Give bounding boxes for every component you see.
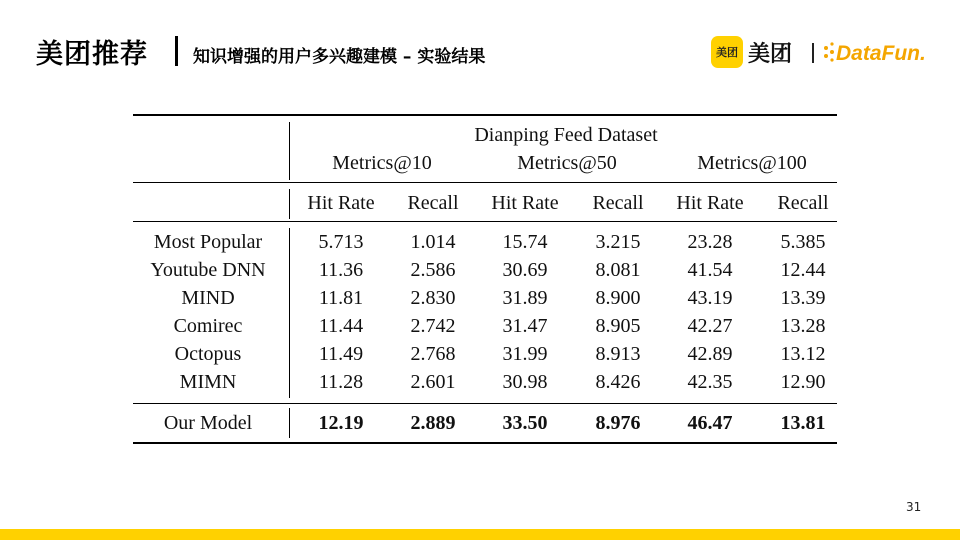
column-header: Hit Rate	[307, 192, 375, 214]
table-cell: 31.99	[502, 343, 548, 365]
table-cell: 13.28	[780, 315, 826, 337]
table-cell: 2.742	[410, 315, 456, 337]
table-cell: 13.12	[780, 343, 826, 365]
table-cell: 11.28	[318, 371, 364, 393]
metric-group-header: Metrics@100	[697, 152, 807, 174]
row-model-name: Our Model	[163, 412, 253, 434]
column-header: Recall	[407, 192, 459, 214]
metric-group-header: Metrics@50	[517, 152, 617, 174]
table-cell-best: 12.19	[318, 412, 364, 434]
table-cell-best: 13.81	[780, 412, 826, 434]
page-subtitle: 知识增强的用户多兴趣建模 – 实验结果	[193, 47, 486, 67]
table-top-rule	[133, 114, 837, 116]
table-cell: 12.90	[780, 371, 826, 393]
table-cell: 8.081	[595, 259, 641, 281]
datafun-dots-icon	[824, 42, 834, 61]
table-cell: 41.54	[687, 259, 733, 281]
table-bottom-rule	[133, 442, 837, 444]
table-cell: 8.913	[595, 343, 641, 365]
title-divider	[175, 36, 178, 66]
row-model-name: Comirec	[173, 315, 243, 337]
column-header: Recall	[592, 192, 644, 214]
row-model-name: Youtube DNN	[150, 259, 266, 281]
table-cell: 13.39	[780, 287, 826, 309]
table-cell: 42.27	[687, 315, 733, 337]
table-cell: 43.19	[687, 287, 733, 309]
table-vertical-rule	[289, 408, 290, 438]
row-model-name: Octopus	[174, 343, 242, 365]
table-cell-best: 8.976	[595, 412, 641, 434]
table-vertical-rule	[289, 228, 290, 398]
table-cell: 3.215	[595, 231, 641, 253]
column-header: Hit Rate	[676, 192, 744, 214]
table-cell: 12.44	[780, 259, 826, 281]
column-header: Recall	[777, 192, 829, 214]
table-cell: 31.47	[502, 315, 548, 337]
column-header: Hit Rate	[491, 192, 559, 214]
table-cell: 2.601	[410, 371, 456, 393]
table-cell: 5.713	[318, 231, 364, 253]
table-header-rule	[133, 182, 837, 183]
table-cell: 2.586	[410, 259, 456, 281]
metric-group-header: Metrics@10	[332, 152, 432, 174]
table-cell: 23.28	[687, 231, 733, 253]
table-cell: 1.014	[410, 231, 456, 253]
page-number: 31	[906, 500, 922, 514]
table-cell: 11.49	[318, 343, 364, 365]
logo-divider	[812, 43, 814, 63]
datafun-logo-text: DataFun.	[836, 42, 926, 65]
table-cell: 11.81	[318, 287, 364, 309]
table-cell: 31.89	[502, 287, 548, 309]
table-vertical-rule	[289, 122, 290, 180]
results-table	[133, 114, 837, 444]
datafun-logo	[822, 34, 948, 70]
table-cell: 8.426	[595, 371, 641, 393]
table-cell-best: 46.47	[687, 412, 733, 434]
table-cell: 11.44	[318, 315, 364, 337]
table-cell: 30.98	[502, 371, 548, 393]
table-cell: 8.900	[595, 287, 641, 309]
table-cell: 8.905	[595, 315, 641, 337]
table-cell: 2.768	[410, 343, 456, 365]
table-cell: 15.74	[502, 231, 548, 253]
table-subheader-rule	[133, 221, 837, 222]
table-cell-best: 33.50	[502, 412, 548, 434]
table-cell-best: 2.889	[410, 412, 456, 434]
bottom-accent-bar	[0, 529, 960, 540]
meituan-brand-text: 美团	[748, 42, 793, 67]
page-title: 美团推荐	[36, 39, 148, 70]
table-cell: 5.385	[780, 231, 826, 253]
table-cell: 42.35	[687, 371, 733, 393]
row-model-name: MIMN	[179, 371, 237, 393]
table-cell: 42.89	[687, 343, 733, 365]
row-model-name: Most Popular	[153, 231, 263, 253]
meituan-logo-icon: 美团	[711, 36, 743, 68]
table-cell: 2.830	[410, 287, 456, 309]
row-model-name: MIND	[181, 287, 235, 309]
table-cell: 11.36	[318, 259, 364, 281]
table-vertical-rule	[289, 189, 290, 219]
table-body-rule	[133, 403, 837, 404]
dataset-title: Dianping Feed Dataset	[474, 124, 658, 146]
table-cell: 30.69	[502, 259, 548, 281]
